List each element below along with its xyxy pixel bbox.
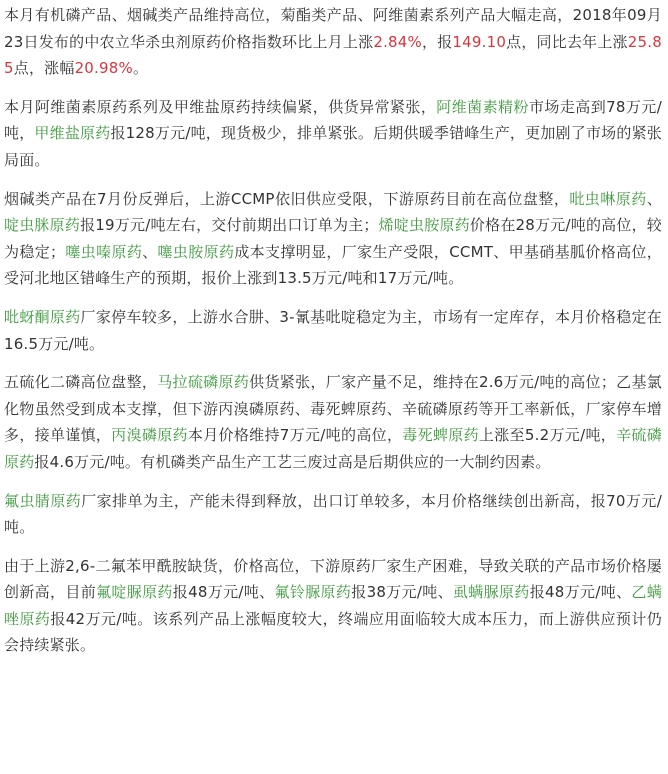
article-paragraph	[4, 186, 662, 292]
paragraph-text: 价格在28万元/吨的高位，较为稳定；	[4, 216, 662, 261]
product-link[interactable]: 辛硫磷原药	[4, 426, 662, 471]
paragraph-text: 厂家排单为主，产能未得到释放，出口订单较多，本月价格继续创出新高，报70万元/吨。	[4, 491, 662, 537]
paragraph-text: 烟碱类产品在7月份反弹后，上游CCMP依旧供应受限，下游原药目前在高位盘整，	[4, 189, 570, 208]
paragraph-text: 点，涨幅	[13, 59, 75, 78]
product-link[interactable]: 乙螨唑原药	[4, 583, 662, 628]
product-link[interactable]: 噻虫胺原药	[157, 242, 235, 261]
paragraph-text: 上涨至5.2万元/吨，	[478, 426, 617, 445]
paragraph-text: 报48万元/吨、	[172, 583, 275, 602]
paragraph-text: 报128万元/吨，现货极少，排单紧张。后期供暖季错峰生产，更加剧了市场的紧张局面。	[4, 124, 662, 169]
article-paragraph	[4, 2, 662, 82]
paragraph-text: 厂家停车较多，上游水合肼、3-氰基吡啶稳定为主，市场有一定库存，本月价格稳定在16.5万元/吨。	[4, 307, 662, 353]
paragraph-text: ，报	[421, 32, 453, 51]
product-link[interactable]: 吡蚜酮原药	[4, 307, 81, 326]
paragraph-text: 报19万元/吨左右，交付前期出口订单为主；	[80, 216, 379, 235]
highlighted-value: 20.98%	[74, 59, 133, 78]
paragraph-text: 、	[142, 242, 158, 261]
paragraph-text: 。	[132, 59, 149, 78]
article-paragraph	[4, 488, 662, 541]
product-link[interactable]: 阿维菌素精粉	[436, 97, 529, 116]
paragraph-text: 报48万元/吨、	[529, 583, 632, 602]
paragraph-text: 本月有机磷产品、烟碱类产品维持高位，菊酯类产品、阿维菌素系列产品大幅走高，2018年09月23日发布的中农立华杀虫剂原药价格指数环比上月上涨	[4, 6, 662, 51]
product-link[interactable]: 甲维盐原药	[34, 124, 111, 143]
paragraph-text: 市场走高到78万元/吨，	[4, 97, 662, 143]
paragraph-text: 、	[646, 189, 662, 208]
product-link[interactable]: 吡虫啉原药	[569, 189, 647, 208]
article-paragraph	[4, 94, 662, 174]
article-paragraph	[4, 553, 662, 659]
paragraph-text: 本月阿维菌素原药系列及甲维盐原药持续偏紧，供货异常紧张，	[4, 97, 437, 116]
product-link[interactable]: 氟啶脲原药	[96, 583, 173, 602]
paragraph-text: 本月价格维持7万元/吨的高位，	[187, 426, 403, 445]
product-link[interactable]: 丙溴磷原药	[111, 426, 188, 445]
product-link[interactable]: 噻虫嗪原药	[65, 242, 143, 261]
paragraph-text: 报4.6万元/吨。有机磷类产品生产工艺三废过高是后期供应的一大制约因素。	[34, 452, 551, 471]
product-link[interactable]: 啶虫脒原药	[4, 216, 81, 235]
highlighted-value: 2.84%	[373, 32, 422, 51]
paragraph-text: 供货紧张，厂家产量不足，维持在2.6万元/吨的高位；乙基氯化物虽然受到成本支撑，但下游丙溴磷原药、毒死蜱原药、辛硫磷原药等开工率新低，厂家停车增多，接单谨慎，	[4, 373, 663, 445]
article-paragraph	[4, 369, 662, 475]
product-link[interactable]: 马拉硫磷原药	[157, 373, 250, 392]
product-link[interactable]: 烯啶虫胺原药	[378, 216, 470, 235]
article-paragraph	[4, 304, 662, 357]
product-link[interactable]: 毒死蜱原药	[402, 426, 479, 445]
product-link[interactable]: 氟虫腈原药	[4, 491, 82, 510]
highlighted-value: 25.85	[4, 32, 662, 78]
paragraph-text: 五硫化二磷高位盘整，	[4, 373, 158, 392]
paragraph-text: 报42万元/吨。该系列产品上涨幅度较大，终端应用面临较大成本压力，而上游供应预计仍会持续紧张。	[4, 609, 662, 655]
highlighted-value: 149.10	[452, 32, 507, 51]
paragraph-text: 成本支撑明显，厂家生产受限，CCMT、甲基硝基胍价格高位，受河北地区错峰生产的预期，报价上涨到13.5万元/吨和17万元/吨。	[4, 242, 662, 288]
paragraph-text: 报38万元/吨、	[351, 583, 453, 602]
paragraph-text: 点，同比去年上涨	[506, 32, 628, 51]
paragraph-text: 由于上游2,6-二氟苯甲酰胺缺货，价格高位，下游原药厂家生产困难，导致关联的产品市场价格屡创新高，目前	[4, 556, 662, 602]
product-link[interactable]: 氟铃脲原药	[274, 583, 352, 602]
product-link[interactable]: 虱螨脲原药	[452, 583, 530, 602]
